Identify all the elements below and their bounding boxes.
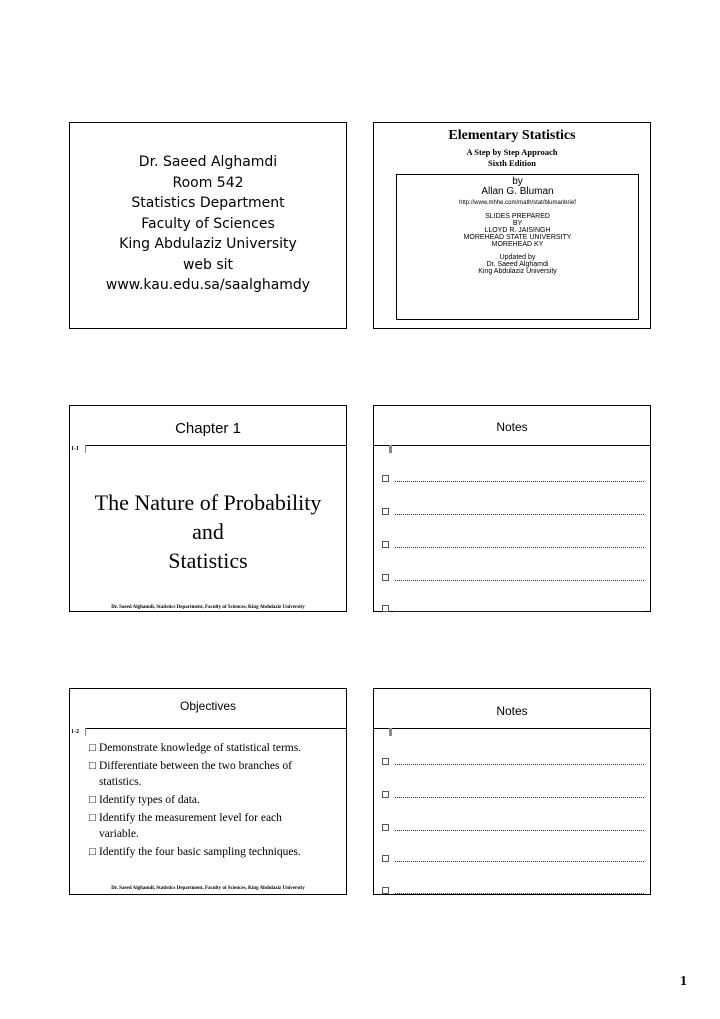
web-label: web sit xyxy=(182,256,234,273)
slide-book-title xyxy=(373,122,651,329)
slide-author-info xyxy=(69,122,347,329)
note-line-1[interactable] xyxy=(382,472,644,484)
checkbox-icon xyxy=(382,791,389,798)
notes-panel-2 xyxy=(373,688,651,895)
slide-footer: Dr. Saeed Alghamdi, Statistics Department, Faculty of Sciences, King Abdulaziz University xyxy=(111,886,305,891)
department: Statistics Department xyxy=(131,195,285,211)
objective-item: □ Identify types of data. xyxy=(89,794,200,806)
book-subtitle: A Step by Step Approach xyxy=(466,147,558,157)
checkbox-icon xyxy=(382,574,389,581)
rule-accent xyxy=(85,445,86,453)
slide-chapter-1 xyxy=(69,405,347,612)
updated-line-3: King Abdulaziz University xyxy=(478,268,557,275)
note-line-5[interactable] xyxy=(382,884,644,896)
bullet-box-icon: □ xyxy=(89,760,96,772)
chapter-title-line-3: Statistics xyxy=(168,548,248,573)
title-rule xyxy=(85,445,346,446)
slide-footer: Dr. Saeed Alghamdi, Statistics Department, Faculty of Sciences, King Abdulaziz University xyxy=(111,605,305,610)
prepared-line-2: BY xyxy=(512,220,523,227)
checkbox-icon xyxy=(382,758,389,765)
checkbox-icon xyxy=(382,824,389,831)
university: King Abdulaziz University xyxy=(119,236,297,252)
note-line-1[interactable] xyxy=(382,755,644,767)
prepared-line-1: SLIDES PREPARED xyxy=(485,213,550,220)
notes-heading: Notes xyxy=(496,420,528,434)
by-label: by xyxy=(512,176,523,187)
slide-objectives xyxy=(69,688,347,895)
objective-item: □ Demonstrate knowledge of statistical terms. xyxy=(89,742,302,754)
title-rule xyxy=(85,728,346,729)
note-line-5[interactable] xyxy=(382,602,644,614)
book-title: Elementary Statistics xyxy=(448,128,576,143)
checkbox-icon xyxy=(382,508,389,515)
checkbox-icon xyxy=(382,475,389,482)
objective-item: □ Identify the measurement level for each variable. xyxy=(89,812,282,840)
updated-line-2: Dr. Saeed Alghamdi xyxy=(486,261,549,268)
prepared-line-4: MOREHEAD STATE UNIVERSITY xyxy=(463,234,572,241)
checkbox-icon xyxy=(382,887,389,894)
note-line-3[interactable] xyxy=(382,821,644,833)
prepared-line-5: MOREHEAD KY xyxy=(491,241,544,248)
author-url: http://www.mhhe.com/math/stat/blumanbrief xyxy=(459,200,576,206)
updated-line-1: Updated by xyxy=(499,254,536,261)
rule-accent xyxy=(85,728,86,736)
prepared-line-3: LLOYD R. JAISINGH xyxy=(484,227,551,234)
author-name: Allan G. Bluman xyxy=(481,186,554,197)
note-line-2[interactable] xyxy=(382,505,644,517)
note-line-4[interactable] xyxy=(382,852,644,864)
objectives-list xyxy=(89,740,340,860)
slide-number: 1-1 xyxy=(71,446,79,452)
page-number: 1 xyxy=(680,974,687,989)
bullet-box-icon: □ xyxy=(89,794,96,806)
chapter-title-line-2: and xyxy=(192,519,224,544)
author-name: Dr. Saeed Alghamdi xyxy=(138,154,278,170)
credits-box xyxy=(396,174,639,320)
website: www.kau.edu.sa/saalghamdy xyxy=(105,277,311,293)
checkbox-icon xyxy=(382,541,389,548)
slide-heading: Chapter 1 xyxy=(175,420,241,437)
room: Room 542 xyxy=(172,174,244,191)
rule-accent xyxy=(389,728,392,736)
objective-item: □ Differentiate between the two branches of statistics. xyxy=(89,760,292,788)
objective-item: □ Identify the four basic sampling techniques. xyxy=(89,846,301,858)
slide-heading: Objectives xyxy=(179,699,237,713)
note-line-4[interactable] xyxy=(382,571,644,583)
bullet-box-icon: □ xyxy=(89,812,96,824)
slide-number: 1-2 xyxy=(71,729,79,735)
notes-heading: Notes xyxy=(496,704,528,718)
notes-rule xyxy=(374,445,650,446)
chapter-title xyxy=(70,488,346,575)
notes-rule xyxy=(374,728,650,729)
rule-accent xyxy=(389,445,392,453)
note-line-3[interactable] xyxy=(382,538,644,550)
checkbox-icon xyxy=(382,855,389,862)
note-line-2[interactable] xyxy=(382,788,644,800)
book-edition: Sixth Edition xyxy=(488,158,536,168)
notes-panel-1 xyxy=(373,405,651,612)
bullet-box-icon: □ xyxy=(89,846,96,858)
faculty: Faculty of Sciences xyxy=(141,215,275,232)
chapter-title-line-1: The Nature of Probability xyxy=(94,490,322,515)
bullet-box-icon: □ xyxy=(89,742,96,754)
author-info-text xyxy=(70,152,346,296)
checkbox-icon xyxy=(382,605,389,612)
